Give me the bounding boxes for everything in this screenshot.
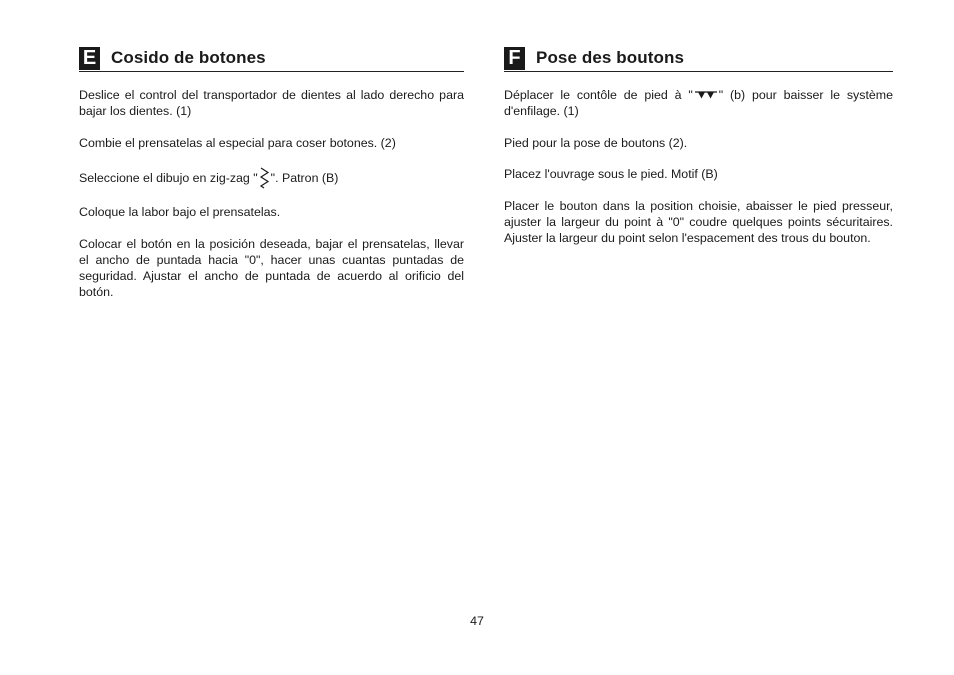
section-title-spanish: Cosido de botones: [111, 48, 266, 67]
section-body-french: [504, 88, 893, 247]
language-badge-e: E: [79, 47, 100, 70]
zigzag-text-before: Seleccione el dibujo en zig-zag ": [79, 171, 258, 186]
paragraph: Placer le bouton dans la position choisie, abaisser le pied presseur, ajuster la largeur du point à "0" coudre quelques points sécuritaires. Ajuster la largeur du point selon l'espacement des trous du bouton.: [504, 199, 893, 245]
section-body-spanish: [79, 88, 464, 300]
paragraph: Deslice el control del transportador de dientes al lado derecho para bajar los dientes. (1): [79, 88, 464, 118]
feed-dog-icon: [695, 90, 717, 100]
section-french: [504, 46, 893, 263]
paragraph: Pied pour la pose de boutons (2).: [504, 135, 688, 150]
paragraph: Coloque la labor bajo el prensatelas.: [79, 205, 281, 220]
zigzag-text-after: ". Patron (B): [270, 171, 339, 186]
paragraph: Combie el prensatelas al especial para coser botones. (2): [79, 135, 396, 150]
feed-text-after: " (b) pour baisser le système d'enfilage. (1): [504, 88, 893, 118]
paragraph: Placez l'ouvrage sous le pied. Motif (B): [504, 167, 718, 182]
page-number: 47: [470, 614, 484, 628]
language-badge-f: F: [504, 47, 525, 70]
feed-text-before: Déplacer le contôle de pied à ": [504, 88, 693, 102]
paragraph-zigzag-selection: [79, 167, 464, 189]
section-spanish: [79, 46, 464, 316]
section-header-spanish: [79, 46, 464, 72]
paragraph: Colocar el botón en la posición deseada, bajar el prensatelas, llevar el ancho de puntada hacia "0", hacer unas cuantas puntadas de seguridad. Ajustar el ancho de puntada de acuerdo al orificio del botón.: [79, 237, 464, 299]
zigzag-stitch-icon: [259, 167, 270, 189]
section-header-french: [504, 46, 893, 72]
section-title-french: Pose des boutons: [536, 48, 685, 67]
paragraph-feed-control: [504, 88, 893, 120]
